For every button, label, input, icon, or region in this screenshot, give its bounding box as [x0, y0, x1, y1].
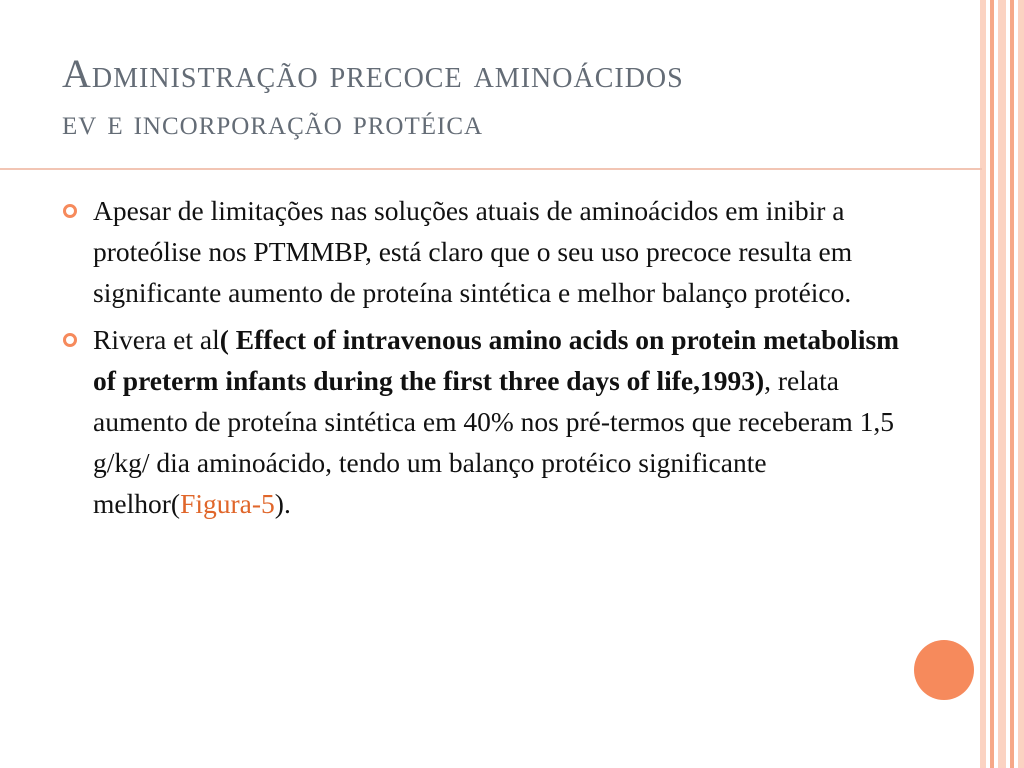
decorative-stripes: [980, 0, 1024, 768]
stripe: [1010, 0, 1014, 768]
stripe: [1018, 0, 1024, 768]
bullet-text: Apesar de limitações nas soluções atuais de aminoácidos em inibir a proteólise nos PTMMBP, está claro que o seu uso precoce resulta em significante aumento de proteína sintética e melhor balanço protéico.: [93, 195, 853, 308]
stripe: [980, 0, 986, 768]
circle-ring-icon: [62, 332, 78, 348]
slide-title: [62, 50, 922, 146]
bullet-prefix: Rivera et al: [93, 324, 220, 355]
bullet-item-1: [62, 190, 912, 313]
title-divider: [0, 168, 982, 170]
reference-title: ( Effect of intravenous amino acids on protein metabolism of preterm infants during the first three days of life,1993): [93, 324, 900, 396]
decorative-circle: [914, 640, 974, 700]
stripe: [998, 0, 1006, 768]
title-line-2: ev e incorporação protéica: [62, 102, 484, 142]
stripe: [990, 0, 994, 768]
bullet-suffix: ).: [274, 488, 291, 519]
bullet-middle-text: , relata aumento de proteína sintética em 40% nos pré-termos que receberam 1,5 g/kg/ dia aminoácido, tendo um balanço protéico significante melhor(: [93, 365, 895, 519]
figure-link[interactable]: Figura-5: [180, 488, 275, 519]
circle-ring-icon: [62, 203, 78, 219]
title-line-1: Administração precoce aminoácidos: [62, 51, 684, 96]
content-area: [62, 190, 912, 530]
bullet-item-2: [62, 319, 912, 524]
